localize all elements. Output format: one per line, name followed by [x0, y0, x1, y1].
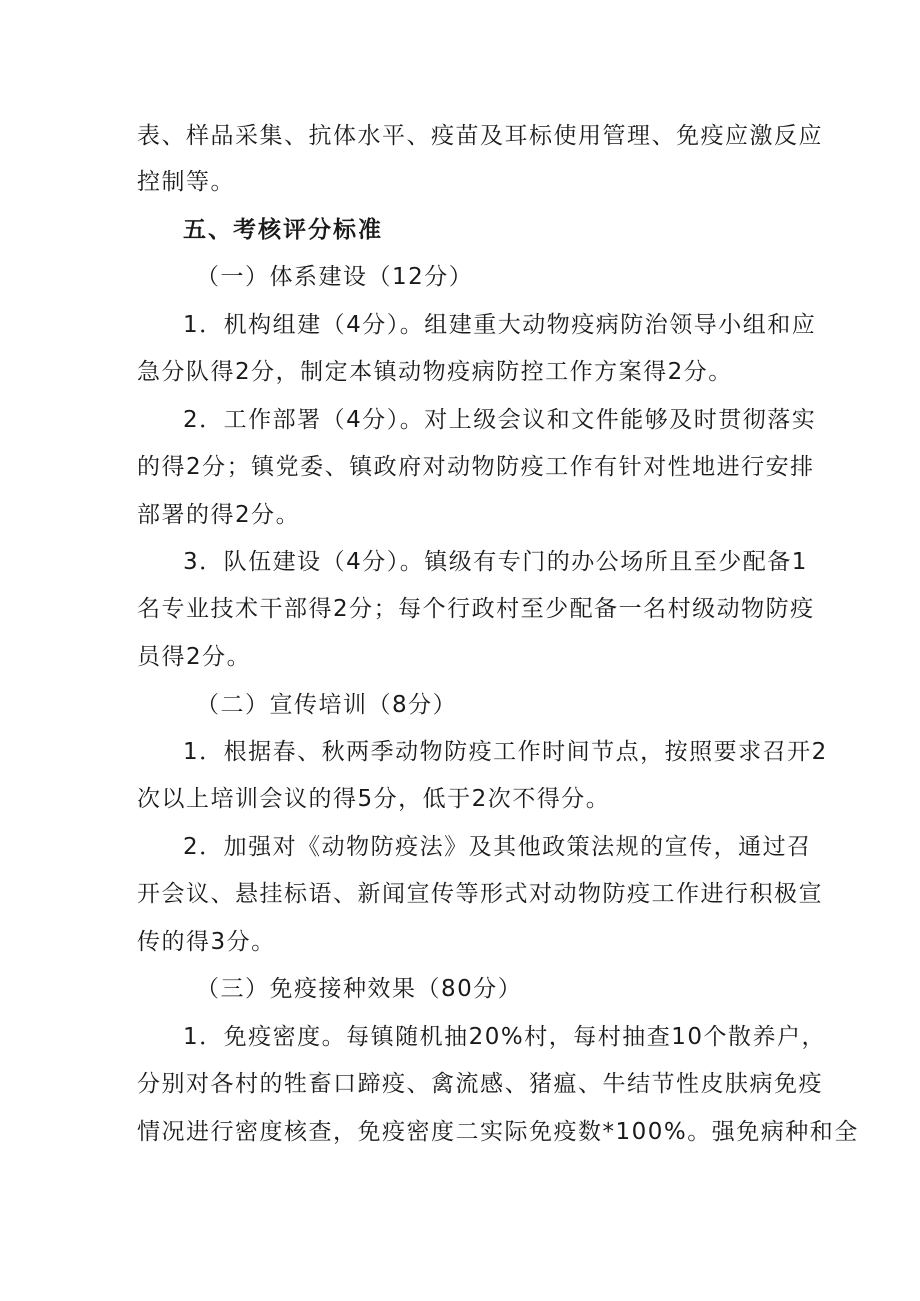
section-heading: 五、考核评分标准 [183, 217, 383, 243]
paragraph-line: 2．工作部署（4分）。对上级会议和文件能够及时贯彻落实 [183, 407, 817, 433]
paragraph-line: 1．根据春、秋两季动物防疫工作时间节点，按照要求召开2 [183, 739, 828, 765]
paragraph-line: 传的得3分。 [137, 929, 276, 955]
paragraph-line: 的得2分；镇党委、镇政府对动物防疫工作有针对性地进行安排 [137, 454, 815, 480]
paragraph-line: 分别对各村的牲畜口蹄疫、禽流感、猪瘟、牛结节性皮肤病免疫 [137, 1071, 823, 1097]
paragraph-line: 2．加强对《动物防疫法》及其他政策法规的宣传，通过召 [183, 834, 812, 860]
subsection-heading: （一）体系建设（12分） [196, 264, 474, 290]
paragraph-line: 名专业技术干部得2分；每个行政村至少配备一名村级动物防疫 [137, 596, 815, 622]
subsection-heading: （三）免疫接种效果（80分） [196, 976, 523, 1002]
paragraph-line: 表、样品采集、抗体水平、疫苗及耳标使用管理、免疫应激反应 [137, 123, 823, 149]
paragraph-line: 急分队得2分，制定本镇动物疫病防控工作方案得2分。 [137, 359, 733, 385]
paragraph-line: 情况进行密度核查，免疫密度二实际免疫数*100%。强免病种和全 [137, 1119, 859, 1145]
paragraph-line: 3．队伍建设（4分）。镇级有专门的办公场所且至少配备1 [183, 549, 808, 575]
paragraph-line: 1．免疫密度。每镇随机抽20%村，每村抽查10个散养户， [183, 1024, 827, 1050]
subsection-heading: （二）宣传培训（8分） [196, 692, 458, 718]
paragraph-line: 员得2分。 [137, 644, 252, 670]
paragraph-line: 控制等。 [137, 169, 235, 195]
paragraph-line: 部署的得2分。 [137, 502, 301, 528]
paragraph-line: 1．机构组建（4分）。组建重大动物疫病防治领导小组和应 [183, 312, 817, 338]
paragraph-line: 次以上培训会议的得5分，低于2次不得分。 [137, 786, 611, 812]
paragraph-line: 开会议、悬挂标语、新闻宣传等形式对动物防疫工作进行积极宣 [137, 881, 823, 907]
